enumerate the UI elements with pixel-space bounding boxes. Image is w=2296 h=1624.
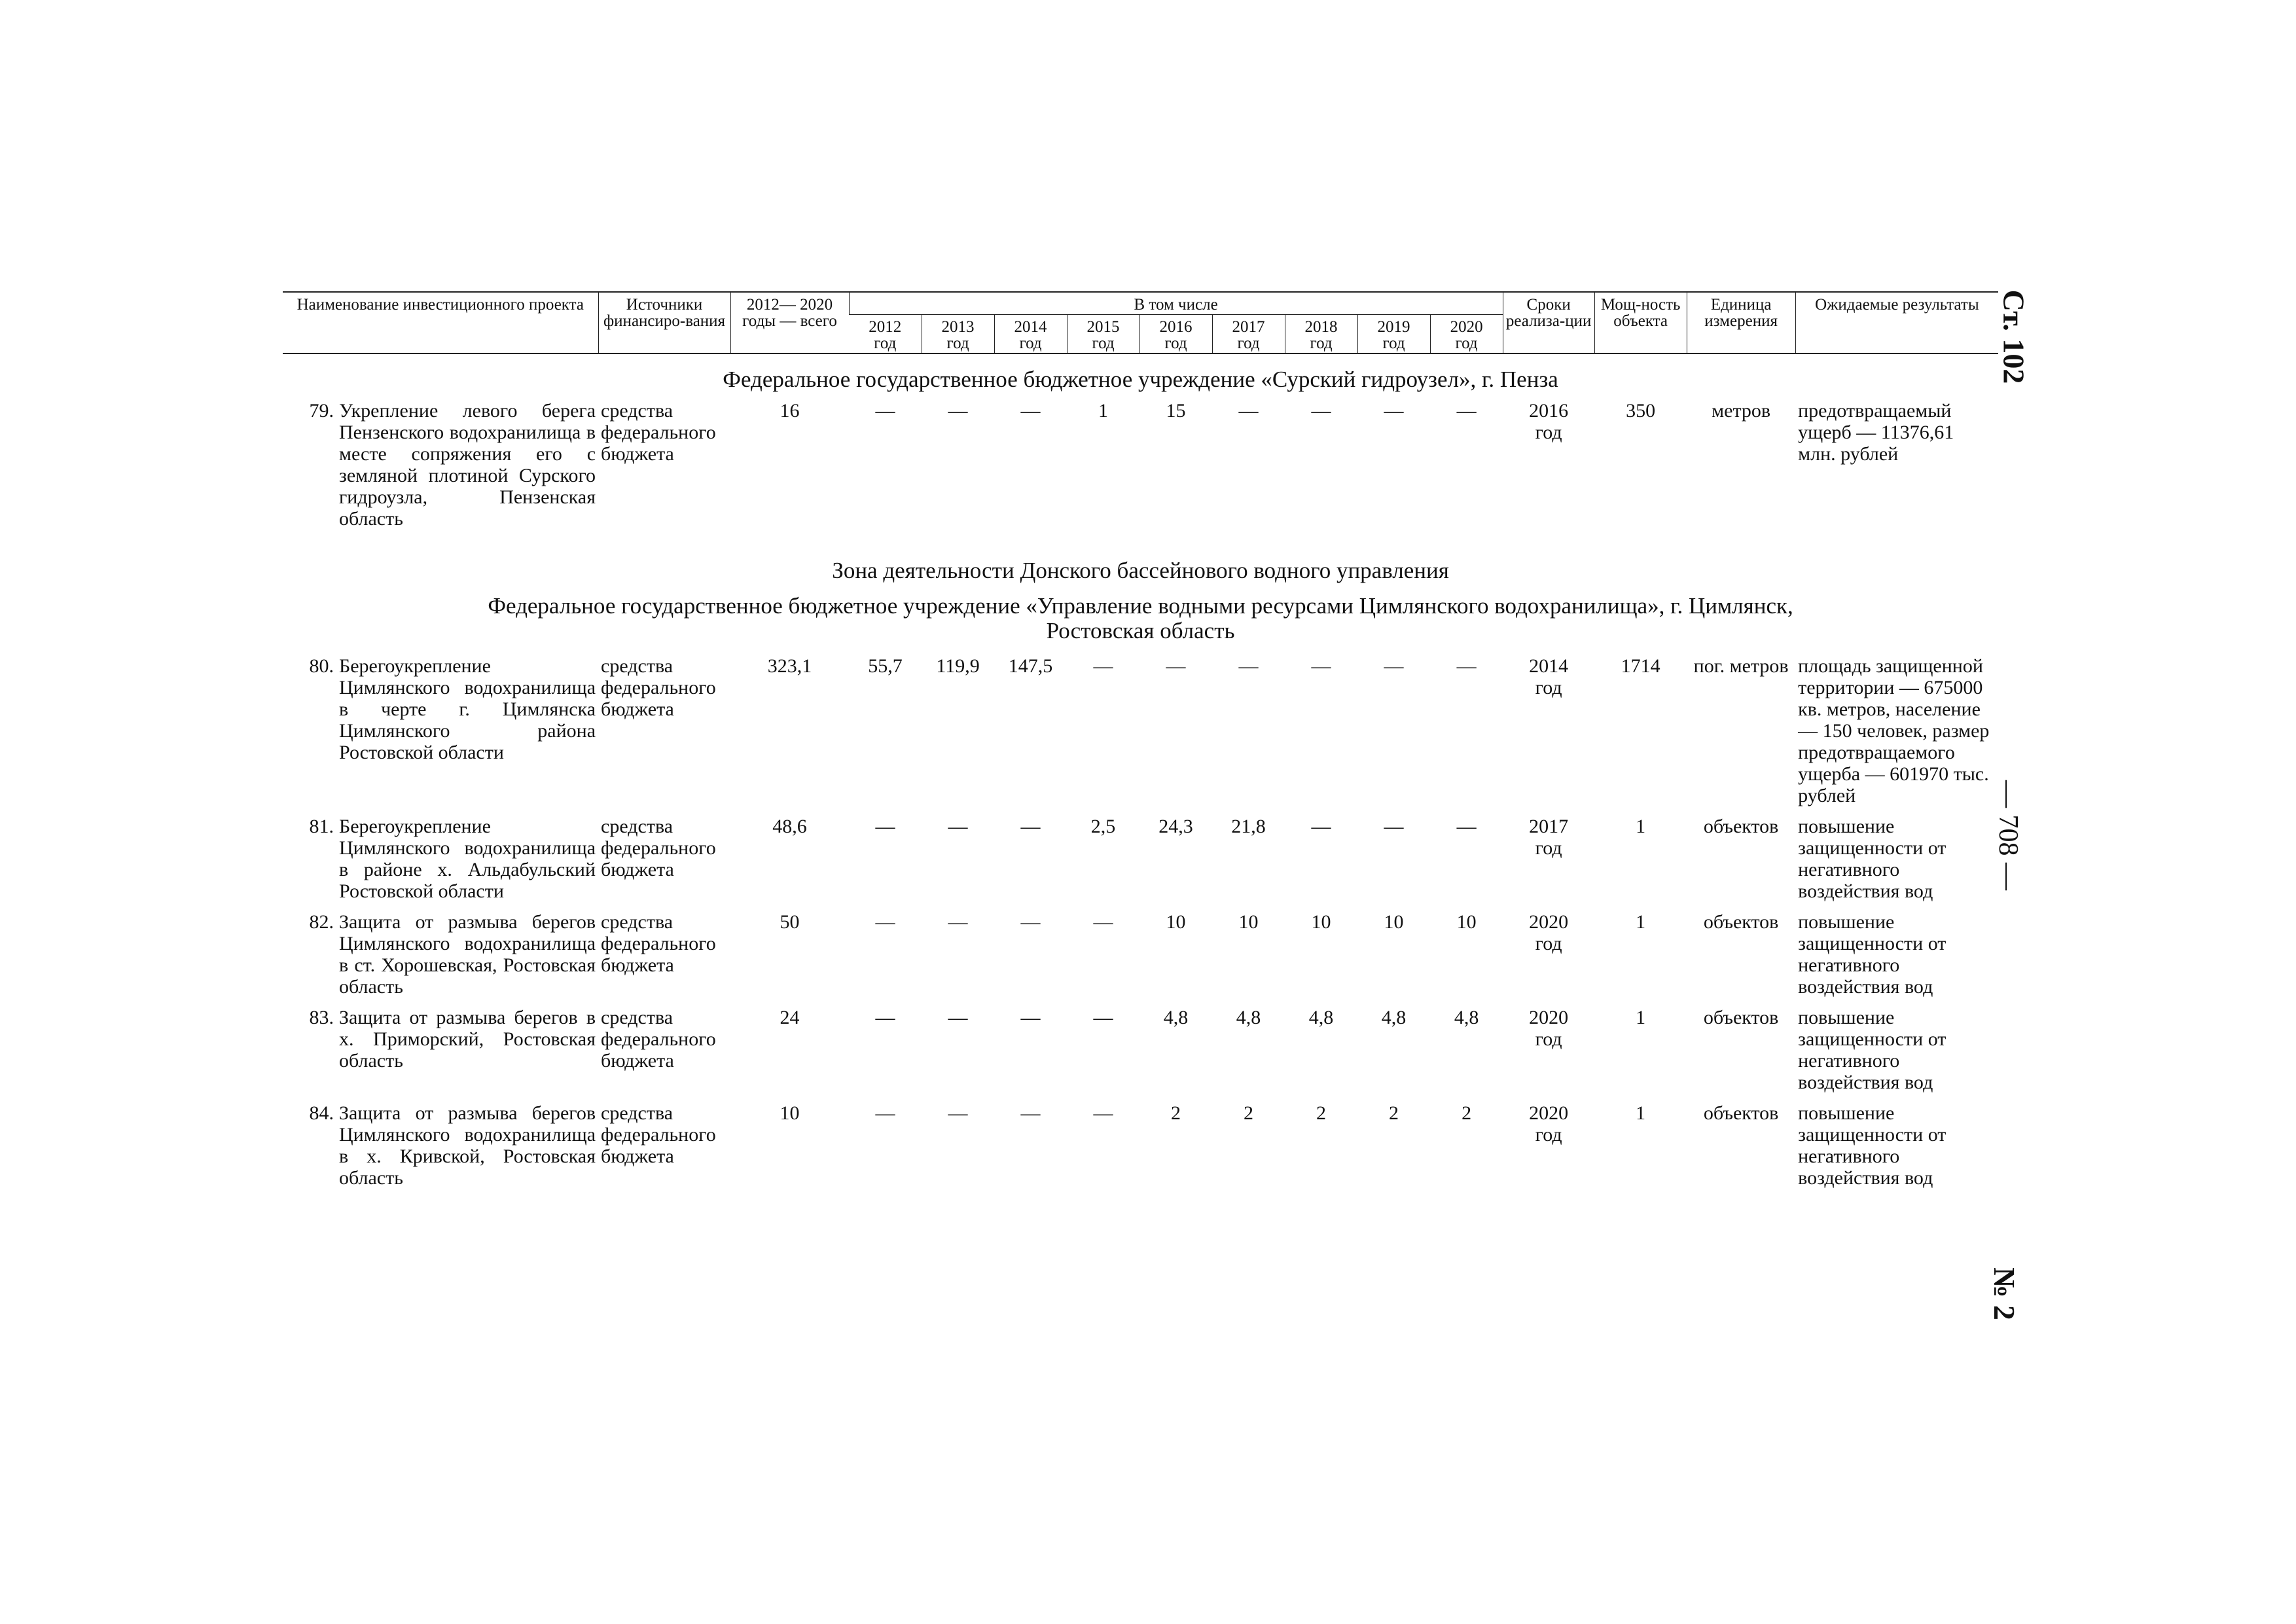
year-value: — [875,911,895,933]
total-value: 10 [780,1102,800,1124]
funding-source: средства федерального бюджета [601,400,716,465]
year-value: — [1238,655,1259,677]
year-value: — [1093,1102,1113,1124]
header-year: 2016 год [1139,315,1212,354]
year-value: — [948,1007,968,1028]
year-value: — [875,1102,895,1124]
funding-source: средства федерального бюджета [601,1102,716,1167]
year-value: 4,8 [1163,1007,1189,1028]
funding-source: средства федерального бюджета [601,816,716,880]
header-year: 2020 год [1430,315,1503,354]
header-year: 2014 год [994,315,1067,354]
year-value: — [1456,400,1477,422]
row-number: 82. [309,911,334,933]
year-value: — [1384,655,1404,677]
expected-result: повышение защищенности от негативного воздействия вод [1798,911,1946,998]
capacity-value: 1 [1636,1102,1646,1124]
total-value: 16 [780,400,800,422]
year-value: — [948,400,968,422]
capacity-value: 1 [1636,911,1646,933]
year-value: — [1093,655,1113,677]
header-sources: Источники финансиро-вания [598,292,730,353]
year-value: — [1311,816,1331,837]
year-value: — [1020,400,1041,422]
funding-source: средства федерального бюджета [601,655,716,720]
term-cell: 2020 год [1529,1007,1569,1050]
year-value: — [1384,816,1404,837]
year-value: 4,8 [1381,1007,1407,1028]
expected-result: повышение защищенности от негативного воздействия вод [1798,1102,1946,1189]
year-value: — [1166,655,1186,677]
funding-source: средства федерального бюджета [601,1007,716,1072]
year-value: 2 [1171,1102,1181,1124]
year-value: — [1020,816,1041,837]
expected-result: повышение защищенности от негативного воздействия вод [1798,1007,1946,1093]
year-value: — [1093,1007,1113,1028]
header-capacity: Мощ-ность объекта [1594,292,1687,353]
capacity-value: 1714 [1621,655,1660,677]
term-cell: 2017 год [1529,816,1569,859]
expected-result: предотвращаемый ущерб — 11376,61 млн. рублей [1798,400,1954,465]
header-total: 2012— 2020 годы — всего [730,292,849,353]
total-value: 323,1 [767,655,812,677]
header-including: В том числе [849,292,1503,315]
year-value: 10 [1166,911,1186,933]
year-value: 119,9 [936,655,980,677]
year-value: 10 [1456,911,1477,933]
expected-result: повышение защищенности от негативного воздействия вод [1798,816,1946,902]
row-number: 84. [309,1102,334,1124]
table-header [283,292,1998,353]
issue-label: № 2 [1987,1267,2021,1320]
row-number: 80. [309,655,334,677]
year-value: 4,8 [1308,1007,1334,1028]
section-heading: Федеральное государственное бюджетное учреждение «Управление водными ресурсами Цимлянского водохранилища», г. Цимлянск, Ростовская область [488,593,1793,643]
total-value: 50 [780,911,800,933]
year-value: — [1238,400,1259,422]
total-value: 48,6 [772,816,807,837]
year-value: — [1456,816,1477,837]
year-value: 10 [1384,911,1404,933]
year-value: 15 [1166,400,1186,422]
header-unit: Единица измерения [1687,292,1795,353]
unit-value: объектов [1703,1007,1779,1028]
table-body [283,353,1998,1198]
section-heading: Зона деятельности Донского бассейнового водного управления [832,558,1449,583]
header-year: 2013 год [922,315,994,354]
project-name: Защита от размыва берегов в х. Приморский, Ростовская область [339,1007,596,1072]
year-value: — [1093,911,1113,933]
unit-value: пог. метров [1693,655,1789,677]
header-year: 2012 год [849,315,922,354]
year-value: — [875,400,895,422]
year-value: 4,8 [1454,1007,1479,1028]
year-value: 2 [1316,1102,1327,1124]
year-value: — [1020,911,1041,933]
section-heading: Федеральное государственное бюджетное учреждение «Сурский гидроузел», г. Пенза [723,367,1558,392]
year-value: 2 [1462,1102,1472,1124]
year-value: 4,8 [1236,1007,1261,1028]
capacity-value: 1 [1636,1007,1646,1028]
header-terms: Сроки реализа-ции [1503,292,1594,353]
row-number: 83. [309,1007,334,1028]
year-value: 10 [1311,911,1331,933]
year-value: — [1384,400,1404,422]
year-value: 2 [1389,1102,1399,1124]
page-number: — 708 — [1993,780,2023,890]
header-year: 2015 год [1067,315,1139,354]
year-value: — [948,911,968,933]
year-value: — [1020,1007,1041,1028]
year-value: 147,5 [1008,655,1053,677]
unit-value: объектов [1703,911,1779,933]
term-cell: 2016 год [1529,400,1569,443]
term-cell: 2020 год [1529,911,1569,954]
project-name: Берегоукрепление Цимлянского водохранилища в районе х. Альдабульский Ростовской области [339,816,596,902]
year-value: — [1311,400,1331,422]
year-value: — [875,1007,895,1028]
table-row [283,911,1998,1007]
page-label: Ст. 102 [1997,289,2031,384]
table-row [283,1007,1998,1102]
unit-value: объектов [1703,816,1779,837]
year-value: 24,3 [1158,816,1193,837]
project-name: Укрепление левого берега Пензенского водохранилища в месте сопряжения его с земляной плотиной Сурского гидроузла, Пензенская область [339,400,596,530]
project-name: Защита от размыва берегов Цимлянского водохранилища в х. Кривской, Ростовская область [339,1102,596,1189]
year-value: — [875,816,895,837]
funding-source: средства федерального бюджета [601,911,716,976]
year-value: 10 [1238,911,1259,933]
table-row [283,655,1998,816]
project-name: Берегоукрепление Цимлянского водохранилища в черте г. Цимлянска Цимлянского района Ростовской области [339,655,596,763]
capacity-value: 1 [1636,816,1646,837]
table-row [283,1102,1998,1198]
header-year: 2019 год [1357,315,1430,354]
term-cell: 2014 год [1529,655,1569,698]
header-results: Ожидаемые результаты [1795,292,1998,353]
year-value: 1 [1098,400,1109,422]
row-number: 79. [309,400,334,422]
header-year: 2017 год [1212,315,1285,354]
table-row [283,400,1998,539]
year-value: — [1311,655,1331,677]
unit-value: объектов [1703,1102,1779,1124]
year-value: 2,5 [1090,816,1116,837]
row-number: 81. [309,816,334,837]
year-value: — [948,816,968,837]
capacity-value: 350 [1626,400,1656,422]
year-value: 55,7 [868,655,903,677]
year-value: 2 [1244,1102,1254,1124]
project-name: Защита от размыва берегов Цимлянского водохранилища в ст. Хорошевская, Ростовская область [339,911,596,998]
term-cell: 2020 год [1529,1102,1569,1146]
year-value: 21,8 [1231,816,1266,837]
year-value: — [1020,1102,1041,1124]
header-name: Наименование инвестиционного проекта [283,292,598,353]
total-value: 24 [780,1007,800,1028]
year-value: — [1456,655,1477,677]
header-year: 2018 год [1285,315,1357,354]
unit-value: метров [1712,400,1771,422]
expected-result: площадь защищенной территории — 675000 кв. метров, население — 150 человек, размер предотвращаемого ущерба — 601970 тыс. рублей [1798,655,1990,806]
year-value: — [948,1102,968,1124]
table-row [283,816,1998,911]
investment-projects-table [283,291,1998,1198]
